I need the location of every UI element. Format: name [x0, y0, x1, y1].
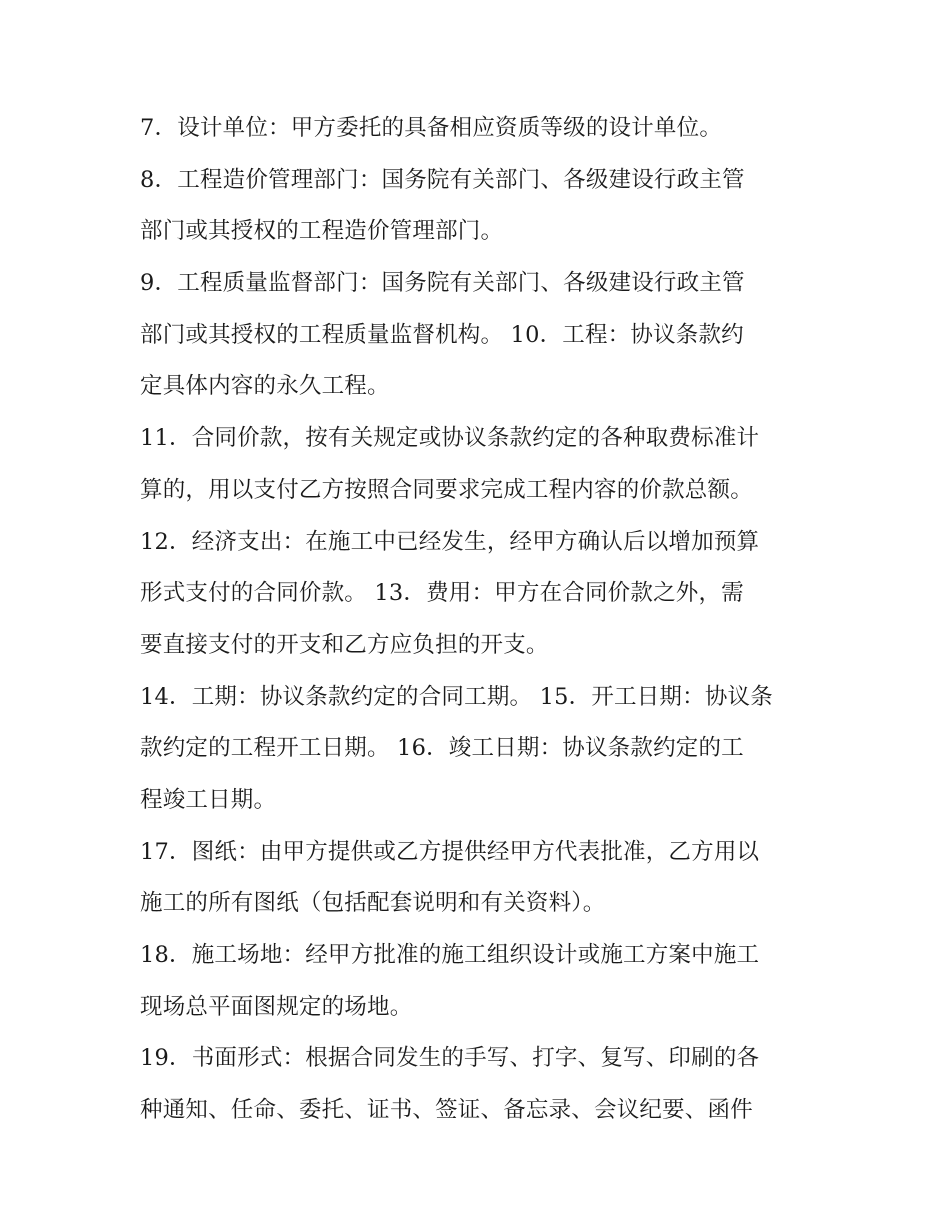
text-line: 8．工程造价管理部门：国务院有关部门、各级建设行政主管	[140, 166, 745, 193]
text-line: 17．图纸：由甲方提供或乙方提供经甲方代表批准，乙方用以	[140, 838, 760, 865]
text-line: 14．工期：协议条款约定的合同工期。 15．开工日期：协议条	[140, 683, 773, 710]
text-line: 施工的所有图纸（包括配套说明和有关资料）。	[140, 890, 606, 917]
text-line: 部门或其授权的工程质量监督机构。 10．工程：协议条款约	[140, 321, 744, 348]
text-line: 部门或其授权的工程造价管理部门。	[140, 218, 504, 245]
text-line: 算的，用以支付乙方按照合同要求完成工程内容的价款总额。	[140, 476, 753, 503]
text-line: 种通知、任命、委托、证书、签证、备忘录、会议纪要、函件	[140, 1097, 753, 1124]
text-line: 现场总平面图规定的场地。	[140, 993, 413, 1020]
text-line: 要直接支付的开支和乙方应负担的开支。	[140, 631, 549, 658]
text-line: 19．书面形式：根据合同发生的手写、打字、复写、印刷的各	[140, 1045, 760, 1072]
text-line: 11．合同价款，按有关规定或协议条款约定的各种取费标准计	[140, 425, 760, 452]
text-line: 18．施工场地：经甲方批准的施工组织设计或施工方案中施工	[140, 942, 760, 968]
text-line: 程竣工日期。	[140, 786, 277, 813]
text-line: 12．经济支出：在施工中已经发生，经甲方确认后以增加预算	[140, 528, 760, 555]
text-line: 7．设计单位：甲方委托的具备相应资质等级的设计单位。	[140, 115, 723, 141]
text-line: 定具体内容的永久工程。	[140, 373, 390, 400]
text-line: 款约定的工程开工日期。 16．竣工日期：协议条款约定的工	[140, 735, 744, 762]
text-line: 形式支付的合同价款。 13．费用：甲方在合同价款之外，需	[140, 580, 744, 607]
document-body	[140, 103, 820, 1137]
text-line: 9．工程质量监督部门：国务院有关部门、各级建设行政主管	[140, 270, 745, 297]
